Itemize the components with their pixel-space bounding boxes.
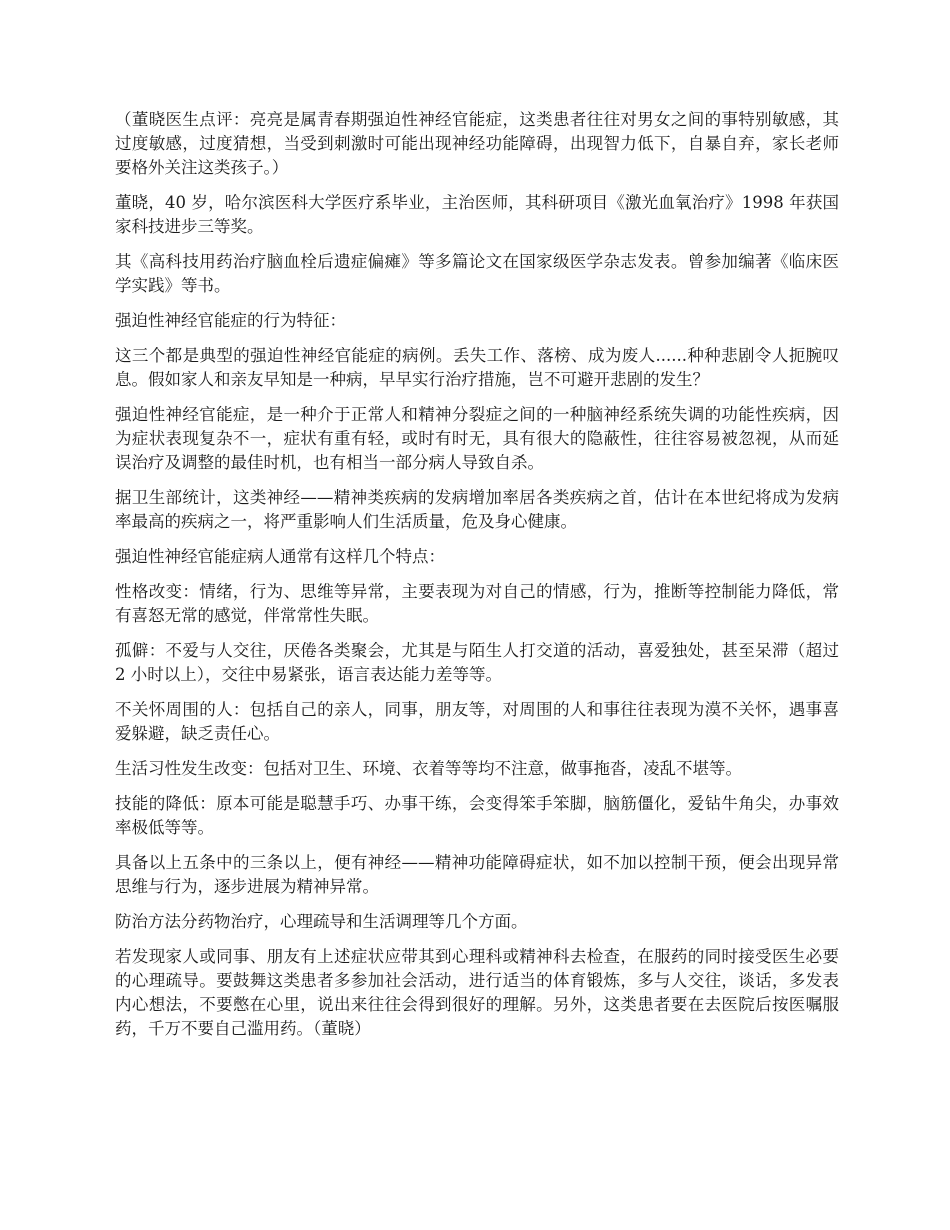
paragraph-doctor-comment: （董晓医生点评：亮亮是属青春期强迫性神经官能症，这类患者往往对男女之间的事特别敏感，其过度敏感，过度猜想，当受到刺激时可能出现神经功能障碍，出现智力低下，自暴自弃，家长老师要格外关注这类孩子。） bbox=[115, 110, 839, 177]
feature-isolation: 孤僻：不爱与人交往，厌倦各类聚会，尤其是与陌生人打交道的活动，喜爱独处，甚至呆滞（超过 2 小时以上），交往中易紧张，语言表达能力差等等。 bbox=[115, 641, 839, 684]
paragraph-doctor-bio: 董晓，40 岁，哈尔滨医科大学医疗系毕业，主治医师，其科研项目《激光血氧治疗》1998 年获国家科技进步三等奖。 bbox=[115, 193, 839, 236]
paragraph-criteria: 具备以上五条中的三条以上，便有神经——精神功能障碍症状，如不加以控制干预，便会出现异常思维与行为，逐步进展为精神异常。 bbox=[115, 853, 839, 896]
paragraph-definition: 强迫性神经官能症，是一种介于正常人和精神分裂症之间的一种脑神经系统失调的功能性疾病，因为症状表现复杂不一，症状有重有轻，或时有时无，具有很大的隐蔽性，往往容易被忽视，从而延误治疗及调整的最佳时机，也有相当一部分病人导致自杀。 bbox=[115, 405, 839, 472]
feature-indifference: 不关怀周围的人：包括自己的亲人，同事，朋友等，对周围的人和事往往表现为漠不关怀，遇事喜爱躲避，缺乏责任心。 bbox=[115, 700, 839, 743]
document-body bbox=[115, 108, 839, 1052]
section-heading-features: 强迫性神经官能症病人通常有这样几个特点： bbox=[115, 547, 445, 566]
feature-habit-change: 生活习性发生改变：包括对卫生、环境、衣着等等均不注意，做事拖沓，凌乱不堪等。 bbox=[115, 759, 742, 778]
paragraph-cases: 这三个都是典型的强迫性神经官能症的病例。丢失工作、落榜、成为废人......种种悲剧令人扼腕叹息。假如家人和亲友早知是一种病，早早实行治疗措施，岂不可避开悲剧的发生？ bbox=[115, 346, 839, 389]
feature-skill-decline: 技能的降低：原本可能是聪慧手巧、办事干练，会变得笨手笨脚，脑筋僵化，爱钻牛角尖，办事效率极低等等。 bbox=[115, 794, 839, 837]
section-heading-behavior: 强迫性神经官能症的行为特征： bbox=[115, 311, 346, 330]
feature-personality-change: 性格改变：情绪，行为、思维等异常，主要表现为对自己的情感，行为，推断等控制能力降低，常有喜怒无常的感觉，伴常常性失眠。 bbox=[115, 582, 839, 625]
paragraph-statistics: 据卫生部统计，这类神经——精神类疾病的发病增加率居各类疾病之首，估计在本世纪将成为发病率最高的疾病之一，将严重影响人们生活质量，危及身心健康。 bbox=[115, 488, 839, 531]
paragraph-advice: 若发现家人或同事、朋友有上述症状应带其到心理科或精神科去检查，在服药的同时接受医生必要的心理疏导。要鼓舞这类患者多参加社会活动，进行适当的体育锻炼，多与人交往，谈话，多发表内心想法，不要憋在心里，说出来往往会得到很好的理解。另外，这类患者要在去医院后按医嘱服药，千万不要自己滥用药。（董晓） bbox=[115, 947, 839, 1038]
paragraph-publications: 其《高科技用药治疗脑血栓后遗症偏瘫》等多篇论文在国家级医学杂志发表。曾参加编著《临床医学实践》等书。 bbox=[115, 252, 839, 295]
paragraph-treatment-methods: 防治方法分药物治疗，心理疏导和生活调理等几个方面。 bbox=[115, 912, 528, 931]
